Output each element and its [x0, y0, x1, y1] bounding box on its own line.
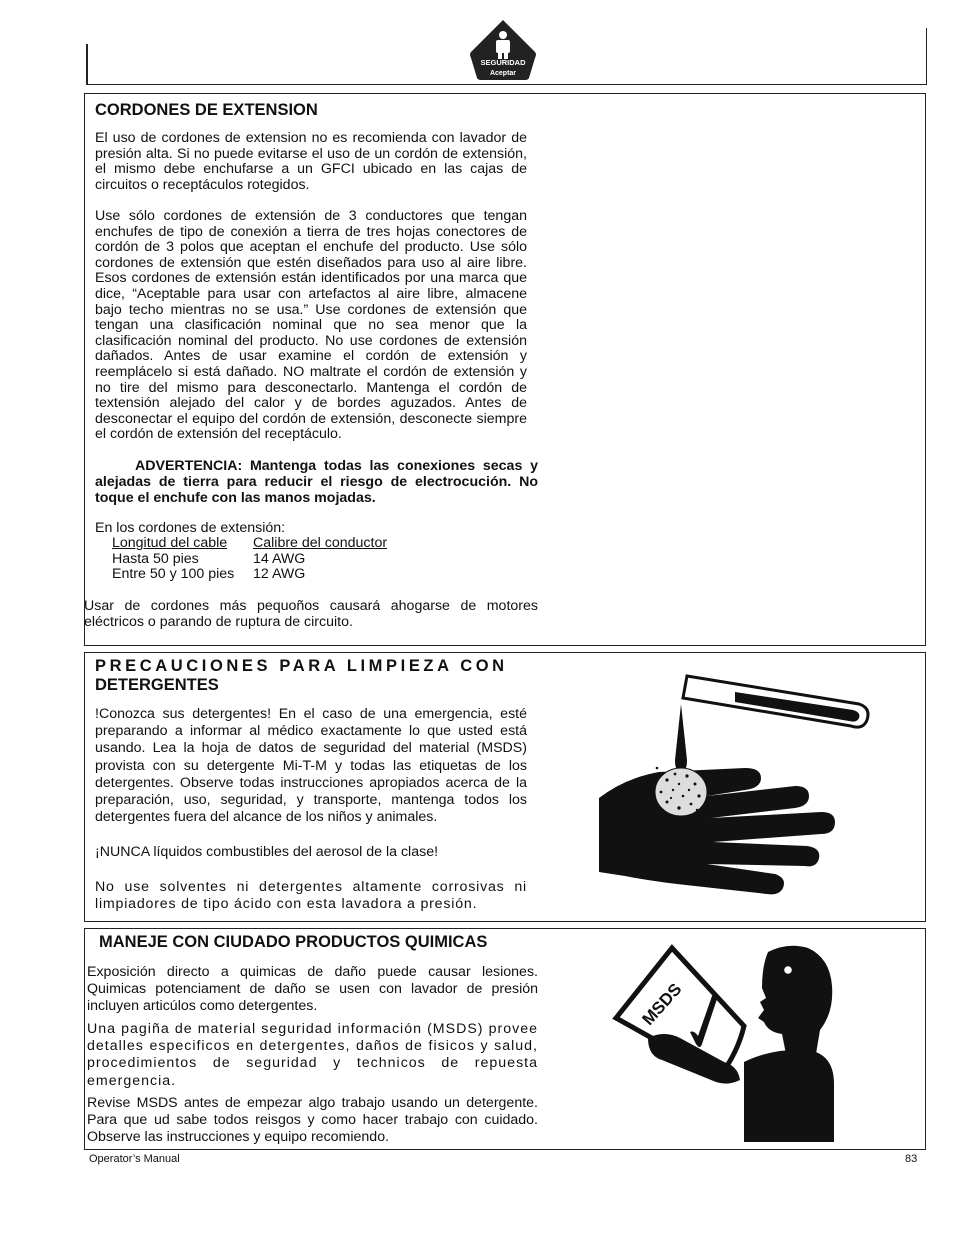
cord-table-header-length: Longitud del cable: [112, 535, 228, 551]
person-head-icon: [758, 946, 832, 1054]
cord-table-cell: 14 AWG: [253, 550, 306, 567]
footer-manual-label: Operator’s Manual: [89, 1153, 180, 1165]
hand-chemical-drop-illustration: [595, 668, 875, 908]
extension-cords-paragraph-1: El uso de cordones de extension no es recomienda con lavador de presión alta. Si no puede evitarse el uso de un cordón de extensión, el mismo debe enchufarse a un GFCI ubicado en las cajas de circuitos o receptáculos rotegidos.: [95, 130, 527, 193]
detergent-title-line-2: DETERGENTES: [95, 676, 219, 694]
detergent-title-line-1: PRECAUCIONES PARA LIMPIEZA CON: [95, 657, 508, 675]
cord-gauge-table: [112, 536, 387, 583]
cord-table-cell: Hasta 50 pies: [112, 550, 199, 567]
detergent-paragraph-1: !Conozca sus detergentes! En el caso de una emergencia, esté preparando a informar al médico exactamente lo que usted está usando. Lea la hoja de datos de seguridad del material (MSDS) provista con su detergente Mi-T-M y todas las etiquetas de los detergentes. Observe todas instrucciones apropiados acerca de la preparación, uso, seguridad, y transporte, mantenga todos los detergentes fuera del alcance de los niños y animales.: [95, 706, 527, 826]
chemical-handling-title: MANEJE CON CIUDADO PRODUCTOS QUIMICAS: [99, 933, 488, 951]
cord-table-intro: En los cordones de extensión:: [95, 520, 286, 536]
cord-table-row: [112, 567, 387, 583]
test-tube-icon: [683, 676, 868, 727]
cord-table-cell: Entre 50 y 100 pies: [112, 566, 235, 583]
page-number: 83: [905, 1153, 918, 1165]
extension-cords-title: CORDONES DE EXTENSION: [95, 101, 318, 119]
drop-icon: [675, 704, 687, 772]
eye-icon: [784, 966, 792, 974]
badge-text-bottom: Aceptar: [489, 70, 517, 77]
detergent-paragraph-3: No use solventes ni detergentes altamente corrosivas ni limpiadores de tipo ácido con esta lavadora a presión.: [95, 879, 527, 913]
badge-text-top: SEGURIDAD: [480, 58, 526, 67]
extension-cords-paragraph-2: Use sólo cordones de extensión de 3 conductores que tengan enchufes de tipo de conexión a tierra de tres hojas conectores de cordón de 3 polos que aceptan el enchufe del producto. Use sólo cordones de extensión que estén diseñados para uso al aire libre. Esos cordones de extensión están identificados por una marca que dice, “Aceptable para usar con artefactos al aire libre, almacene bajo techo mientras no se usa.” Use cordones de extensión que tengan una clasificación nominal que no sea menor que la clasificación nominal del producto. No use cordones de extensión dañados. Antes de usar examine el cordón de extensión y reemplácelo si está dañado. NO maltrate el cordón de extensión y no tire del mismo para desconectarlo. Mantenga el cordón de textensión alejado del calor y de bordes aguzados. Antes de desconectar el equipo del cordón de extensión, desconecte siempre el cordón de extensión del receptáculo.: [95, 208, 527, 443]
extension-cords-paragraph-3: Usar de cordones más pequoños causará ahogarse de motores eléctricos o parando de ruptura de circuito.: [84, 598, 538, 630]
person-body-icon: [744, 1050, 834, 1142]
person-reading-msds-illustration: [612, 934, 842, 1146]
detergent-warning-line: ¡NUNCA líquidos combustibles del aerosol de la clase!: [95, 844, 439, 860]
cord-table-header-row: [112, 536, 387, 552]
cord-table-row: [112, 552, 387, 568]
cord-table-header-gauge: Calibre del conductor: [253, 535, 388, 551]
hand-icon: [599, 768, 835, 894]
chemical-paragraph-3: Revise MSDS antes de empezar algo trabajo usando un detergente. Para que ud sabe todos reisgos y como hacer trabajo con cuidado. Observe las instrucciones y equipo recomiendo.: [87, 1095, 538, 1146]
header-frame-left-edge: [86, 44, 88, 84]
electrocution-warning: ADVERTENCIA: Mantenga todas las conexiones secas y alejadas de tierra para reducir el riesgo de electrocución. No toque el enchufe con las manos mojadas.: [95, 458, 538, 506]
cord-table-cell: 12 AWG: [253, 566, 306, 583]
safety-badge-icon: [467, 18, 539, 82]
chemical-paragraph-1: Exposición directo a quimicas de daño puede causar lesiones. Quimicas potenciament de daño se usen con lavador de presión incluyen articúlos como detergentes.: [87, 964, 538, 1015]
chemical-splash-icon: [655, 768, 707, 816]
chemical-paragraph-2: Una pagiña de material seguridad información (MSDS) provee detalles especificos en detergentes, daños de fisicos y salud, procedimientos de seguridad y technicos de repuesta emergencia.: [87, 1021, 538, 1089]
msds-label: MSDS: [638, 979, 686, 1029]
